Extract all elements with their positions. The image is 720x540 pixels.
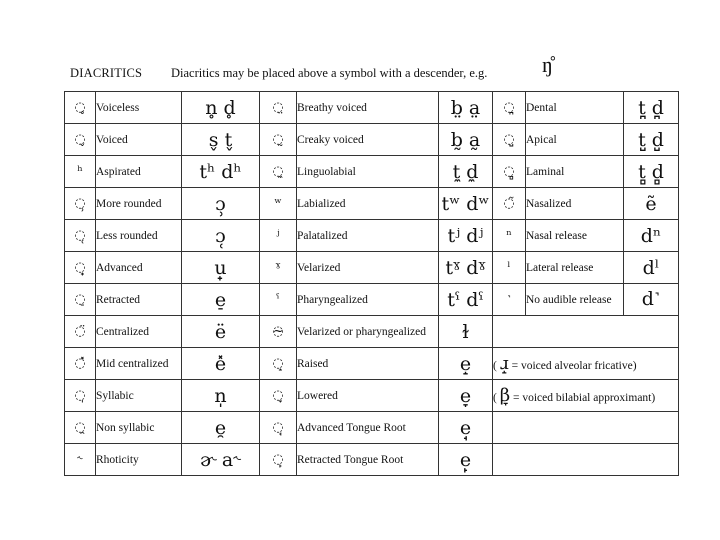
section-title: DIACRITICS — [70, 66, 143, 80]
diacritic-label: Voiced — [96, 124, 182, 156]
empty-cell — [493, 412, 679, 444]
diacritic-example: e̞ — [439, 380, 493, 412]
diacritic-example: n̥ d̥ — [182, 92, 260, 124]
diacritic-mark: ˠ — [260, 252, 297, 284]
diacritic-example: tʲ dʲ — [439, 220, 493, 252]
diacritic-example: t̻ d̻ — [624, 156, 679, 188]
diacritic-mark: ◌̼ — [260, 156, 297, 188]
diacritic-label: Pharyngealized — [297, 284, 439, 316]
diacritic-mark: ◌̠ — [65, 284, 96, 316]
diacritics-header — [70, 52, 670, 86]
table-row — [65, 380, 679, 412]
diacritic-label: Voiceless — [96, 92, 182, 124]
diacritics-table — [64, 91, 679, 476]
diacritic-mark: ◌̻ — [493, 156, 526, 188]
diacritic-mark: ◌̟ — [65, 252, 96, 284]
diacritic-label: Velarized or pharyngealized — [297, 316, 439, 348]
table-row — [65, 252, 679, 284]
diacritic-label: Velarized — [297, 252, 439, 284]
diacritic-label: Palatalized — [297, 220, 439, 252]
diacritic-mark: ˺ — [493, 284, 526, 316]
diacritic-label: Lowered — [297, 380, 439, 412]
diacritic-label: No audible release — [526, 284, 624, 316]
diacritic-example: t̼ d̼ — [439, 156, 493, 188]
diacritic-example: ɚ a˞ — [182, 444, 260, 476]
diacritic-label: More rounded — [96, 188, 182, 220]
diacritic-label: Non syllabic — [96, 412, 182, 444]
diacritic-example: tʰ dʰ — [182, 156, 260, 188]
diacritic-label: Lateral release — [526, 252, 624, 284]
diacritics-table-body — [65, 92, 679, 476]
diacritic-example: ɔ̜ — [182, 220, 260, 252]
diacritic-mark: ◌̯ — [65, 412, 96, 444]
diacritic-mark: ◌̩ — [65, 380, 96, 412]
diacritic-example: u̟ — [182, 252, 260, 284]
diacritic-example: tˤ dˤ — [439, 284, 493, 316]
diacritic-label: Mid centralized — [96, 348, 182, 380]
diacritic-example: b̤ a̤ — [439, 92, 493, 124]
diacritic-example: s̬ t̬ — [182, 124, 260, 156]
diacritic-label: Retracted — [96, 284, 182, 316]
diacritic-mark: ◌̥ — [65, 92, 96, 124]
diacritic-mark: ◌̺ — [493, 124, 526, 156]
diacritic-mark: ◌̹ — [65, 188, 96, 220]
diacritic-label: Linguolabial — [297, 156, 439, 188]
diacritic-mark: ʰ — [65, 156, 96, 188]
diacritic-example: dⁿ — [624, 220, 679, 252]
diacritic-example: b̰ a̰ — [439, 124, 493, 156]
diacritic-example: d˺ — [624, 284, 679, 316]
diacritic-example: ɫ — [439, 316, 493, 348]
diacritic-example: e̙ — [439, 444, 493, 476]
diacritic-example: ẽ — [624, 188, 679, 220]
diacritic-label: Laminal — [526, 156, 624, 188]
diacritic-mark: ◌̝ — [260, 348, 297, 380]
diacritic-example: e̘ — [439, 412, 493, 444]
diacritic-example: n̩ — [182, 380, 260, 412]
diacritic-label: Retracted Tongue Root — [297, 444, 439, 476]
table-row — [65, 412, 679, 444]
diacritic-mark: ◌̰ — [260, 124, 297, 156]
diacritic-example: tʷ dʷ — [439, 188, 493, 220]
note-text: = voiced alveolar fricative) — [511, 360, 637, 372]
diacritic-mark: ◌̪ — [493, 92, 526, 124]
diacritic-example: e̽ — [182, 348, 260, 380]
table-row — [65, 156, 679, 188]
diacritic-label: Apical — [526, 124, 624, 156]
diacritic-mark: ◌̙ — [260, 444, 297, 476]
diacritic-label: Nasalized — [526, 188, 624, 220]
table-row — [65, 444, 679, 476]
diacritic-label: Aspirated — [96, 156, 182, 188]
diacritic-mark: ˡ — [493, 252, 526, 284]
note-symbol: β̞ — [499, 385, 511, 406]
diacritic-example: t̺ d̺ — [624, 124, 679, 156]
diacritic-example: e̠ — [182, 284, 260, 316]
diacritic-label: Breathy voiced — [297, 92, 439, 124]
diacritic-label: Nasal release — [526, 220, 624, 252]
diacritic-example: e̯ — [182, 412, 260, 444]
diacritic-label: Rhoticity — [96, 444, 182, 476]
table-row — [65, 92, 679, 124]
diacritic-label: Syllabic — [96, 380, 182, 412]
diacritic-mark: ◌̈ — [65, 316, 96, 348]
diacritic-label: Less rounded — [96, 220, 182, 252]
diacritic-mark: ˤ — [260, 284, 297, 316]
empty-cell — [493, 444, 679, 476]
diacritic-label: Advanced Tongue Root — [297, 412, 439, 444]
diacritic-mark: ◌̃ — [493, 188, 526, 220]
diacritic-mark: ◌̬ — [65, 124, 96, 156]
diacritic-label: Advanced — [96, 252, 182, 284]
diacritic-example: tˠ dˠ — [439, 252, 493, 284]
table-row — [65, 124, 679, 156]
diacritic-mark: ◌̽ — [65, 348, 96, 380]
diacritic-label: Dental — [526, 92, 624, 124]
table-row — [65, 316, 679, 348]
diacritic-mark: ◌̴ — [260, 316, 297, 348]
diacritic-note: ( ɹ̝ = voiced alveolar fricative) — [493, 348, 679, 380]
table-row — [65, 284, 679, 316]
table-row — [65, 220, 679, 252]
diacritic-note: ( β̞ = voiced bilabial approximant) — [493, 380, 679, 412]
diacritic-mark: ◌̜ — [65, 220, 96, 252]
diacritic-label: Labialized — [297, 188, 439, 220]
diacritic-mark: ⁿ — [493, 220, 526, 252]
diacritic-example: e̝ — [439, 348, 493, 380]
diacritic-label: Creaky voiced — [297, 124, 439, 156]
diacritic-example: ɔ̹ — [182, 188, 260, 220]
note-symbol: ɹ̝ — [499, 353, 509, 374]
section-description: Diacritics may be placed above a symbol with a descender, e.g. — [171, 66, 488, 80]
diacritic-example: ë — [182, 316, 260, 348]
diacritic-label: Centralized — [96, 316, 182, 348]
note-text: = voiced bilabial approximant) — [513, 392, 656, 404]
diacritic-mark: ◌̞ — [260, 380, 297, 412]
table-row — [65, 188, 679, 220]
descender-example: ŋ̊ — [542, 52, 553, 77]
diacritic-mark: ʷ — [260, 188, 297, 220]
diacritic-mark: ʲ — [260, 220, 297, 252]
diacritic-example: t̪ d̪ — [624, 92, 679, 124]
diacritic-label: Raised — [297, 348, 439, 380]
empty-cell — [493, 316, 679, 348]
table-row — [65, 348, 679, 380]
diacritic-mark: ◌̤ — [260, 92, 297, 124]
diacritic-example: dˡ — [624, 252, 679, 284]
diacritic-mark: ˞ — [65, 444, 96, 476]
diacritic-mark: ◌̘ — [260, 412, 297, 444]
